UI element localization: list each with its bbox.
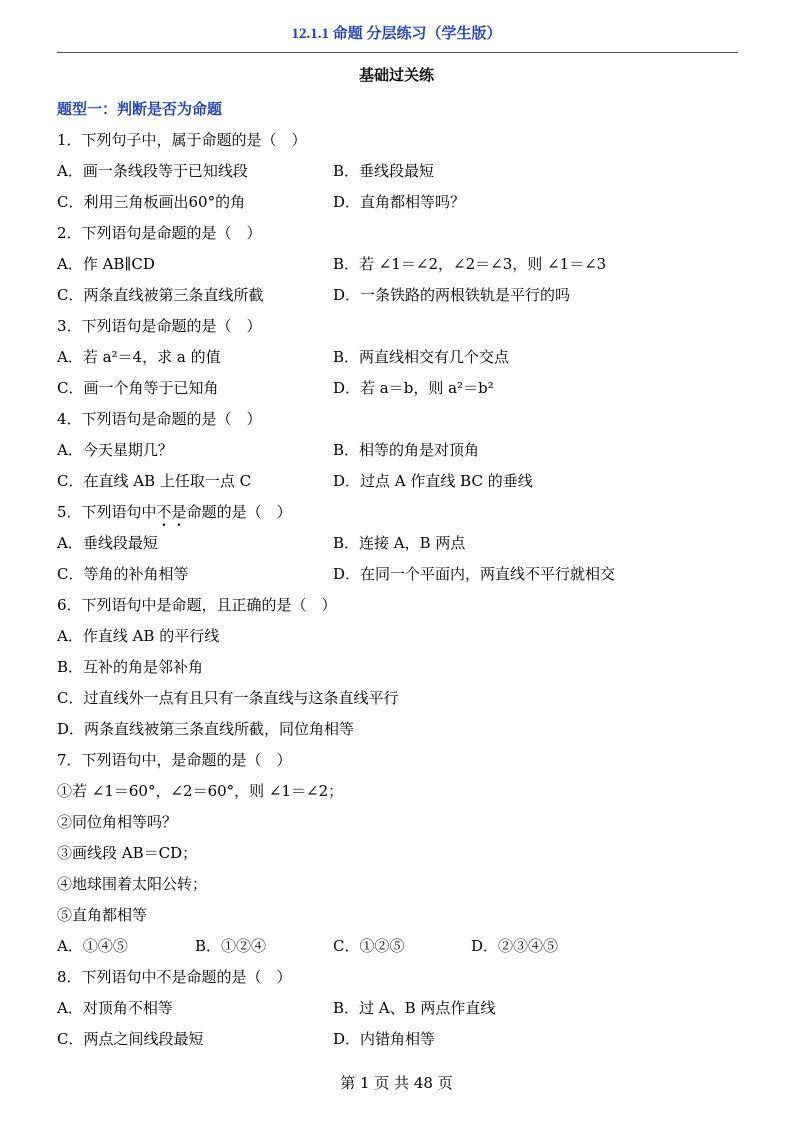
question-7-statement-5: ⑤直角都相等 (57, 906, 148, 924)
question-6-option-c: C．过直线外一点有且只有一条直线与这条直线平行 (57, 689, 399, 707)
option-c: C．①②⑤ (333, 937, 405, 955)
question-6-option-d: D．两条直线被第三条直线所截，同位角相等 (57, 720, 355, 738)
option-c: C．在直线 AB 上任取一点 C (57, 472, 252, 490)
question-3-options-row-2 (57, 373, 747, 404)
question-4-stem: 4．下列语句是命题的是（ ） (57, 410, 262, 428)
question-7-statement-3: ③画线段 AB＝CD； (57, 844, 198, 862)
question-8-options-row-1 (57, 993, 747, 1024)
option-b: B．①②④ (195, 937, 267, 955)
question-5-options-row-2 (57, 559, 747, 590)
option-a: A．若 a²＝4，求 a 的值 (57, 348, 221, 366)
option-b: B．相等的角是对顶角 (333, 441, 480, 459)
option-c: C．利用三角板画出60°的角 (57, 193, 246, 211)
option-b: B．连接 A，B 两点 (333, 534, 466, 552)
question-7-statement-2: ②同位角相等吗？ (57, 813, 178, 831)
question-2-stem: 2．下列语句是命题的是（ ） (57, 224, 262, 242)
option-b: B．两直线相交有几个交点 (333, 348, 510, 366)
question-8-options-row-2 (57, 1024, 747, 1055)
option-d: D．一条铁路的两根铁轨是平行的吗 (333, 286, 571, 304)
worksheet-content (57, 94, 747, 1055)
question-1-stem: 1．下列句子中，属于命题的是（ ） (57, 131, 307, 149)
option-c: C．等角的补角相等 (57, 565, 189, 583)
question-7-statement-4: ④地球围着太阳公转； (57, 875, 208, 893)
question-3-stem: 3．下列语句是命题的是（ ） (57, 317, 262, 335)
option-a: A．今天星期几？ (57, 441, 173, 459)
option-b: B．垂线段最短 (333, 162, 435, 180)
option-a: A．垂线段最短 (57, 534, 158, 552)
option-d: D．②③④⑤ (471, 937, 559, 955)
question-7-statement-1: ①若 ∠1＝60°，∠2＝60°，则 ∠1＝∠2； (57, 782, 344, 800)
question-5-stem-emphasis: 不是 (156, 503, 187, 521)
question-1-options-row-1 (57, 156, 747, 187)
question-7-stem: 7．下列语句中，是命题的是（ ） (57, 751, 292, 769)
question-4-options-row-2 (57, 466, 747, 497)
option-d: D．直角都相等吗？ (333, 193, 466, 211)
option-a: A．对顶角不相等 (57, 999, 173, 1017)
option-d: D．过点 A 作直线 BC 的垂线 (333, 472, 533, 490)
section-title: 基础过关练 (358, 66, 434, 84)
page-header-title: 12.1.1 命题 分层练习（学生版） (291, 26, 502, 42)
option-b: B．若 ∠1＝∠2，∠2＝∠3，则 ∠1＝∠3 (333, 255, 607, 273)
option-d: D．若 a＝b，则 a²＝b² (333, 379, 494, 397)
question-3-options-row-1 (57, 342, 747, 373)
option-c: C．两点之间线段最短 (57, 1030, 204, 1048)
question-5-stem (57, 497, 747, 528)
question-2-options-row-2 (57, 280, 747, 311)
question-7-options-row (57, 931, 747, 962)
option-c: C．画一个角等于已知角 (57, 379, 219, 397)
option-a: A．画一条线段等于已知线段 (57, 162, 248, 180)
page-number: 第 1 页 共 48 页 (340, 1074, 453, 1092)
option-a: A．①④⑤ (57, 937, 128, 955)
question-6-option-b: B．互补的角是邻补角 (57, 658, 204, 676)
option-d: D．在同一个平面内，两直线不平行就相交 (333, 565, 616, 583)
question-8-stem: 8．下列语句中不是命题的是（ ） (57, 968, 292, 986)
question-6-option-a: A．作直线 AB 的平行线 (57, 627, 220, 645)
option-d: D．内错角相等 (333, 1030, 436, 1048)
question-6-stem: 6．下列语句中是命题，且正确的是（ ） (57, 596, 337, 614)
question-2-options-row-1 (57, 249, 747, 280)
header-divider (57, 52, 738, 53)
question-4-options-row-1 (57, 435, 747, 466)
question-type-heading: 题型一：判断是否为命题 (57, 100, 223, 118)
question-5-stem-pre: 5．下列语句中 (57, 503, 157, 521)
option-c: C．两条直线被第三条直线所截 (57, 286, 264, 304)
question-5-options-row-1 (57, 528, 747, 559)
option-a: A．作 AB∥CD (57, 255, 155, 273)
question-5-stem-post: 命题的是（ ） (186, 503, 292, 521)
option-b: B．过 A、B 两点作直线 (333, 999, 496, 1017)
question-1-options-row-2 (57, 187, 747, 218)
